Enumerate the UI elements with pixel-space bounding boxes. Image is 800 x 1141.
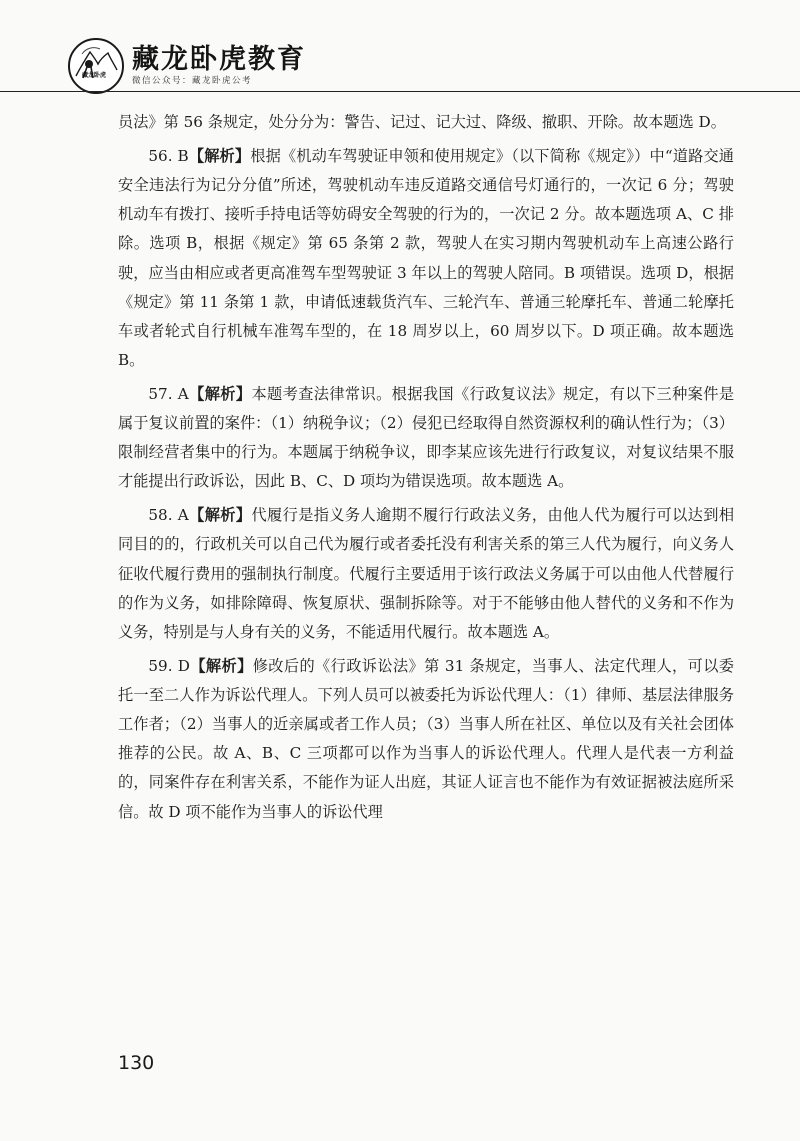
tiger-dragon-logo-icon [70,40,122,92]
analysis-tag: 【解析】 [188,146,251,165]
paragraph-57 [118,380,734,497]
question-number: 56. B [148,146,189,165]
page-header [0,0,800,96]
question-number: 57. A [148,384,189,403]
paragraph-text: 根据《机动车驾驶证申领和使用规定》（以下简称《规定》）中“道路交通安全违法行为记分分值”所述，驾驶机动车违反道路交通信号灯通行的，一次记 6 分；驾驶机动车有拨打、接听手持电话等妨碍安全驾驶的行为的，一次记 2 分。故本题选项 A、C 排除。选项 B，根据《规定》第 65 条第 2 款，驾驶人在实习期内驾驶机动车上高速公路行驶，应当由相应或者更高准驾车型驾驶证 3 年以上的驾驶人陪同。B 项错误。选项 D，根据《规定》第 11 条第 1 款，申请低速载货汽车、三轮汽车、普通三轮摩托车、普通二轮摩托车或者轮式自行机械车准驾车型的，在 18 周岁以上，60 周岁以下。D 项正确。故本题选 B。 [118,146,734,370]
brand-logo [68,38,124,94]
brand-title: 藏龙卧虎教育 [132,44,306,75]
paragraph-text: 员法》第 56 条规定，处分分为：警告、记过、记大过、降级、撤职、开除。故本题选 D。 [118,113,726,131]
paragraph-text: 修改后的《行政诉讼法》第 31 条规定，当事人、法定代理人，可以委托一至二人作为诉讼代理人。下列人员可以被委托为诉讼代理人：（1）律师、基层法律服务工作者；（2）当事人的近亲属或者工作人员；（3）当事人所在社区、单位以及有关社会团体推荐的公民。故 A、B、C 三项都可以作为当事人的诉讼代理人。代理人是代表一方利益的，同案件存在利害关系，不能作为证人出庭，其证人证言也不能作为有效证据被法庭所采信。故 D 项不能作为当事人的诉讼代理 [118,656,734,821]
brand-subtitle: 微信公众号：藏龙卧虎公考 [132,76,253,86]
logo-name: 藏龙卧虎 [81,72,106,79]
question-number: 58. A [148,506,189,525]
question-number: 59. D [148,656,190,675]
paragraph-text: 代履行是指义务人逾期不履行行政法义务，由他人代为履行可以达到相同目的的，行政机关可以自己代为履行或者委托没有利害关系的第三人代为履行，向义务人征收代履行费用的强制执行制度。代履行主要适用于该行政法义务属于可以由他人代替履行的作为义务，如排除障碍、恢复原状、强制拆除等。对于不能够由他人替代的义务和不作为义务，特别是与人身有关的义务，不能适用代履行。故本题选 A。 [118,506,735,641]
analysis-tag: 【解析】 [189,656,253,675]
header-divider [0,91,800,92]
analysis-tag: 【解析】 [188,506,252,525]
paragraph-55-continued [118,108,734,137]
answer-explanations [118,108,734,831]
paragraph-56 [118,142,734,376]
analysis-tag: 【解析】 [188,384,252,403]
paragraph-text: 本题考查法律常识。根据我国《行政复议法》规定，有以下三种案件是属于复议前置的案件：（1）纳税争议；（2）侵犯已经取得自然资源权利的确认性行为；（3）限制经营者集中的行为。本题属于纳税争议，即李某应该先进行行政复议，对复议结果不服才能提出行政诉讼，因此 B、C、D 项均为错误选项。故本题选 A。 [118,384,735,491]
paragraph-59 [118,652,734,827]
page-number: 130 [118,1052,155,1074]
paragraph-58 [118,501,734,647]
